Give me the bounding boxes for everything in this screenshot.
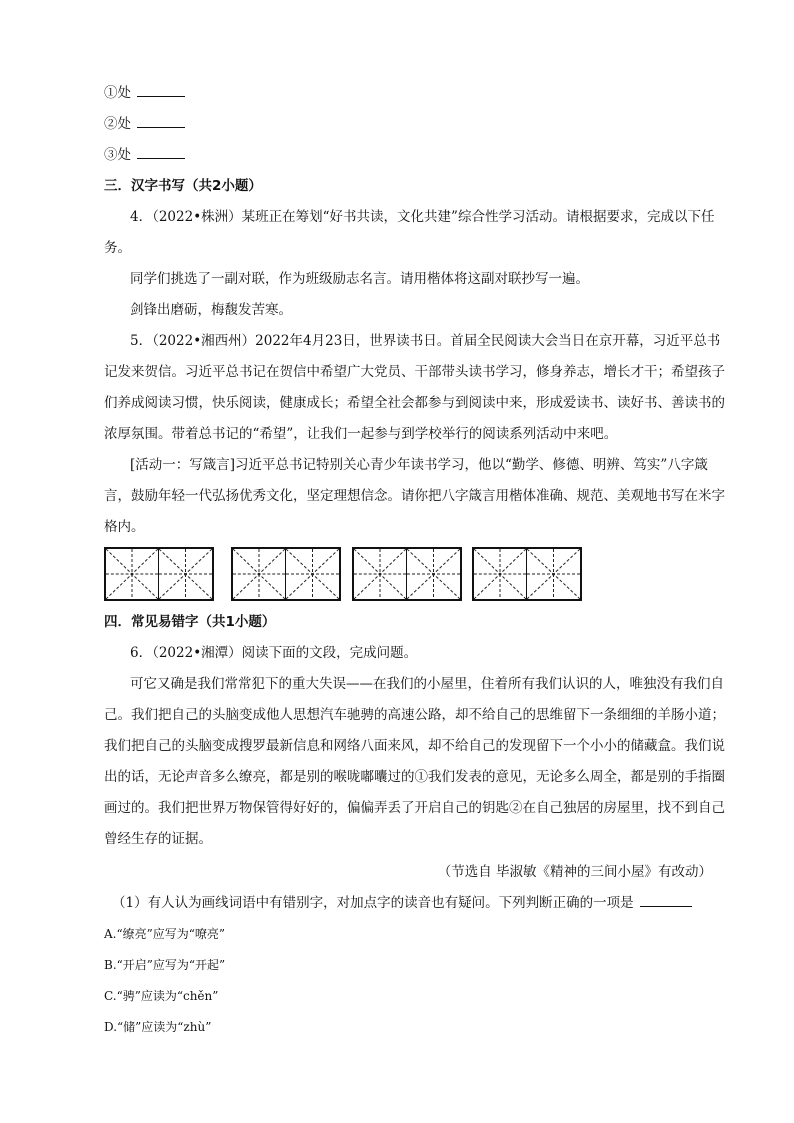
mizi-cell[interactable] xyxy=(407,549,460,599)
q4-line1: 4．（2022•株洲）某班正在筹划“好书共读，文化共建”综合性学习活动。请根据要求，完成以下任 xyxy=(130,209,715,225)
q6-p6: 曾经生存的证据。 xyxy=(104,831,212,847)
q6-option-b: B.“开启”应写为“开起” xyxy=(104,958,226,972)
q5-line6: 言，鼓励年轻一代弘扬优秀文化，坚定理想信念。请你把八字箴言用楷体准确、规范、美观地书写在米字 xyxy=(104,488,725,504)
mizi-cell[interactable] xyxy=(233,549,286,599)
blank-3-label: ③处 xyxy=(104,147,131,163)
q5-line5: [活动一：写箴言]习近平总书记特别关心青少年读书学习，他以“勤学、修德、明辨、笃实”八字箴 xyxy=(130,457,708,473)
blank-2-line[interactable] xyxy=(137,115,185,128)
blank-1 xyxy=(104,83,185,103)
q6-intro: 6．（2022•湘潭）阅读下面的文段，完成问题。 xyxy=(130,645,418,661)
mizi-cell[interactable] xyxy=(474,549,527,599)
q5-line7: 格内。 xyxy=(104,519,145,535)
blank-1-label: ①处 xyxy=(104,85,131,101)
q4-line4: 剑锋出磨砺，梅馥发苦寒。 xyxy=(130,302,292,318)
blank-1-line[interactable] xyxy=(137,84,185,97)
mizi-cell[interactable] xyxy=(527,549,580,599)
q6-option-c: C.“骋”应读为“chěn” xyxy=(104,989,219,1003)
q6-option-a: A.“缭亮”应写为“嘹亮” xyxy=(104,927,226,941)
mizi-grid-pair-1 xyxy=(104,547,214,601)
section4-heading: 四．常见易错字（共1小题） xyxy=(104,614,276,630)
mizi-grid-pair-3 xyxy=(352,547,462,601)
blank-3 xyxy=(104,145,185,165)
mizi-cell[interactable] xyxy=(354,549,407,599)
q6-option-d: D.“储”应读为“zhù” xyxy=(104,1020,212,1034)
q6-p4: 出的话，无论声音多么缭亮，都是别的喉咙嘟囔过的①我们发表的意见，无论多么周全，都是别的手指圈 xyxy=(104,769,725,785)
q6-question xyxy=(112,893,692,913)
blank-3-line[interactable] xyxy=(137,146,185,159)
mizi-grid-pair-2 xyxy=(231,547,341,601)
q6-answer-line[interactable] xyxy=(640,894,692,907)
q6-p2: 己。我们把自己的头脑变成他人思想汽车驰骋的高速公路，却不给自己的思维留下一条细细的羊肠小道； xyxy=(104,707,725,723)
q6-source: （节选自 毕淑敏《精神的三间小屋》有改动） xyxy=(437,864,712,880)
q5-line1: 5．（2022•湘西州）2022年4月23日，世界读书日。首届全民阅读大会当日在京开幕，习近平总书 xyxy=(130,333,721,349)
mizi-cell[interactable] xyxy=(106,549,159,599)
q6-p1: 可它又确是我们常常犯下的重大失误——在我们的小屋里，住着所有我们认识的人，唯独没有我们自 xyxy=(130,676,724,692)
mizi-grid-pair-4 xyxy=(472,547,582,601)
blank-2-label: ②处 xyxy=(104,116,131,132)
mizi-cell[interactable] xyxy=(286,549,339,599)
q5-line2: 记发来贺信。习近平总书记在贺信中希望广大党员、干部带头读书学习，修身养志，增长才干；希望孩子 xyxy=(104,364,725,380)
q5-line3: 们养成阅读习惯，快乐阅读，健康成长；希望全社会都参与到阅读中来，形成爱读书、读好书、善读书的 xyxy=(104,395,725,411)
q6-question-text: （1）有人认为画线词语中有错别字，对加点字的读音也有疑问。下列判断正确的一项是 xyxy=(112,895,634,911)
q6-p3: 我们把自己的头脑变成搜罗最新信息和网络八面来风，却不给自己的发现留下一个小小的储藏盒。我们说 xyxy=(104,738,725,754)
q4-line2: 务。 xyxy=(104,240,131,256)
section3-heading: 三．汉字书写（共2小题） xyxy=(104,178,262,194)
q6-p5: 画过的。我们把世界万物保管得好好的，偏偏弄丢了开启自己的钥匙②在自己独居的房屋里，找不到自己 xyxy=(104,800,725,816)
mizi-cell[interactable] xyxy=(159,549,212,599)
q5-line4: 浓厚氛围。带着总书记的“希望”，让我们一起参与到学校举行的阅读系列活动中来吧。 xyxy=(104,426,618,442)
blank-2 xyxy=(104,114,185,134)
q4-line3: 同学们挑选了一副对联，作为班级励志名言。请用楷体将这副对联抄写一遍。 xyxy=(130,271,589,287)
